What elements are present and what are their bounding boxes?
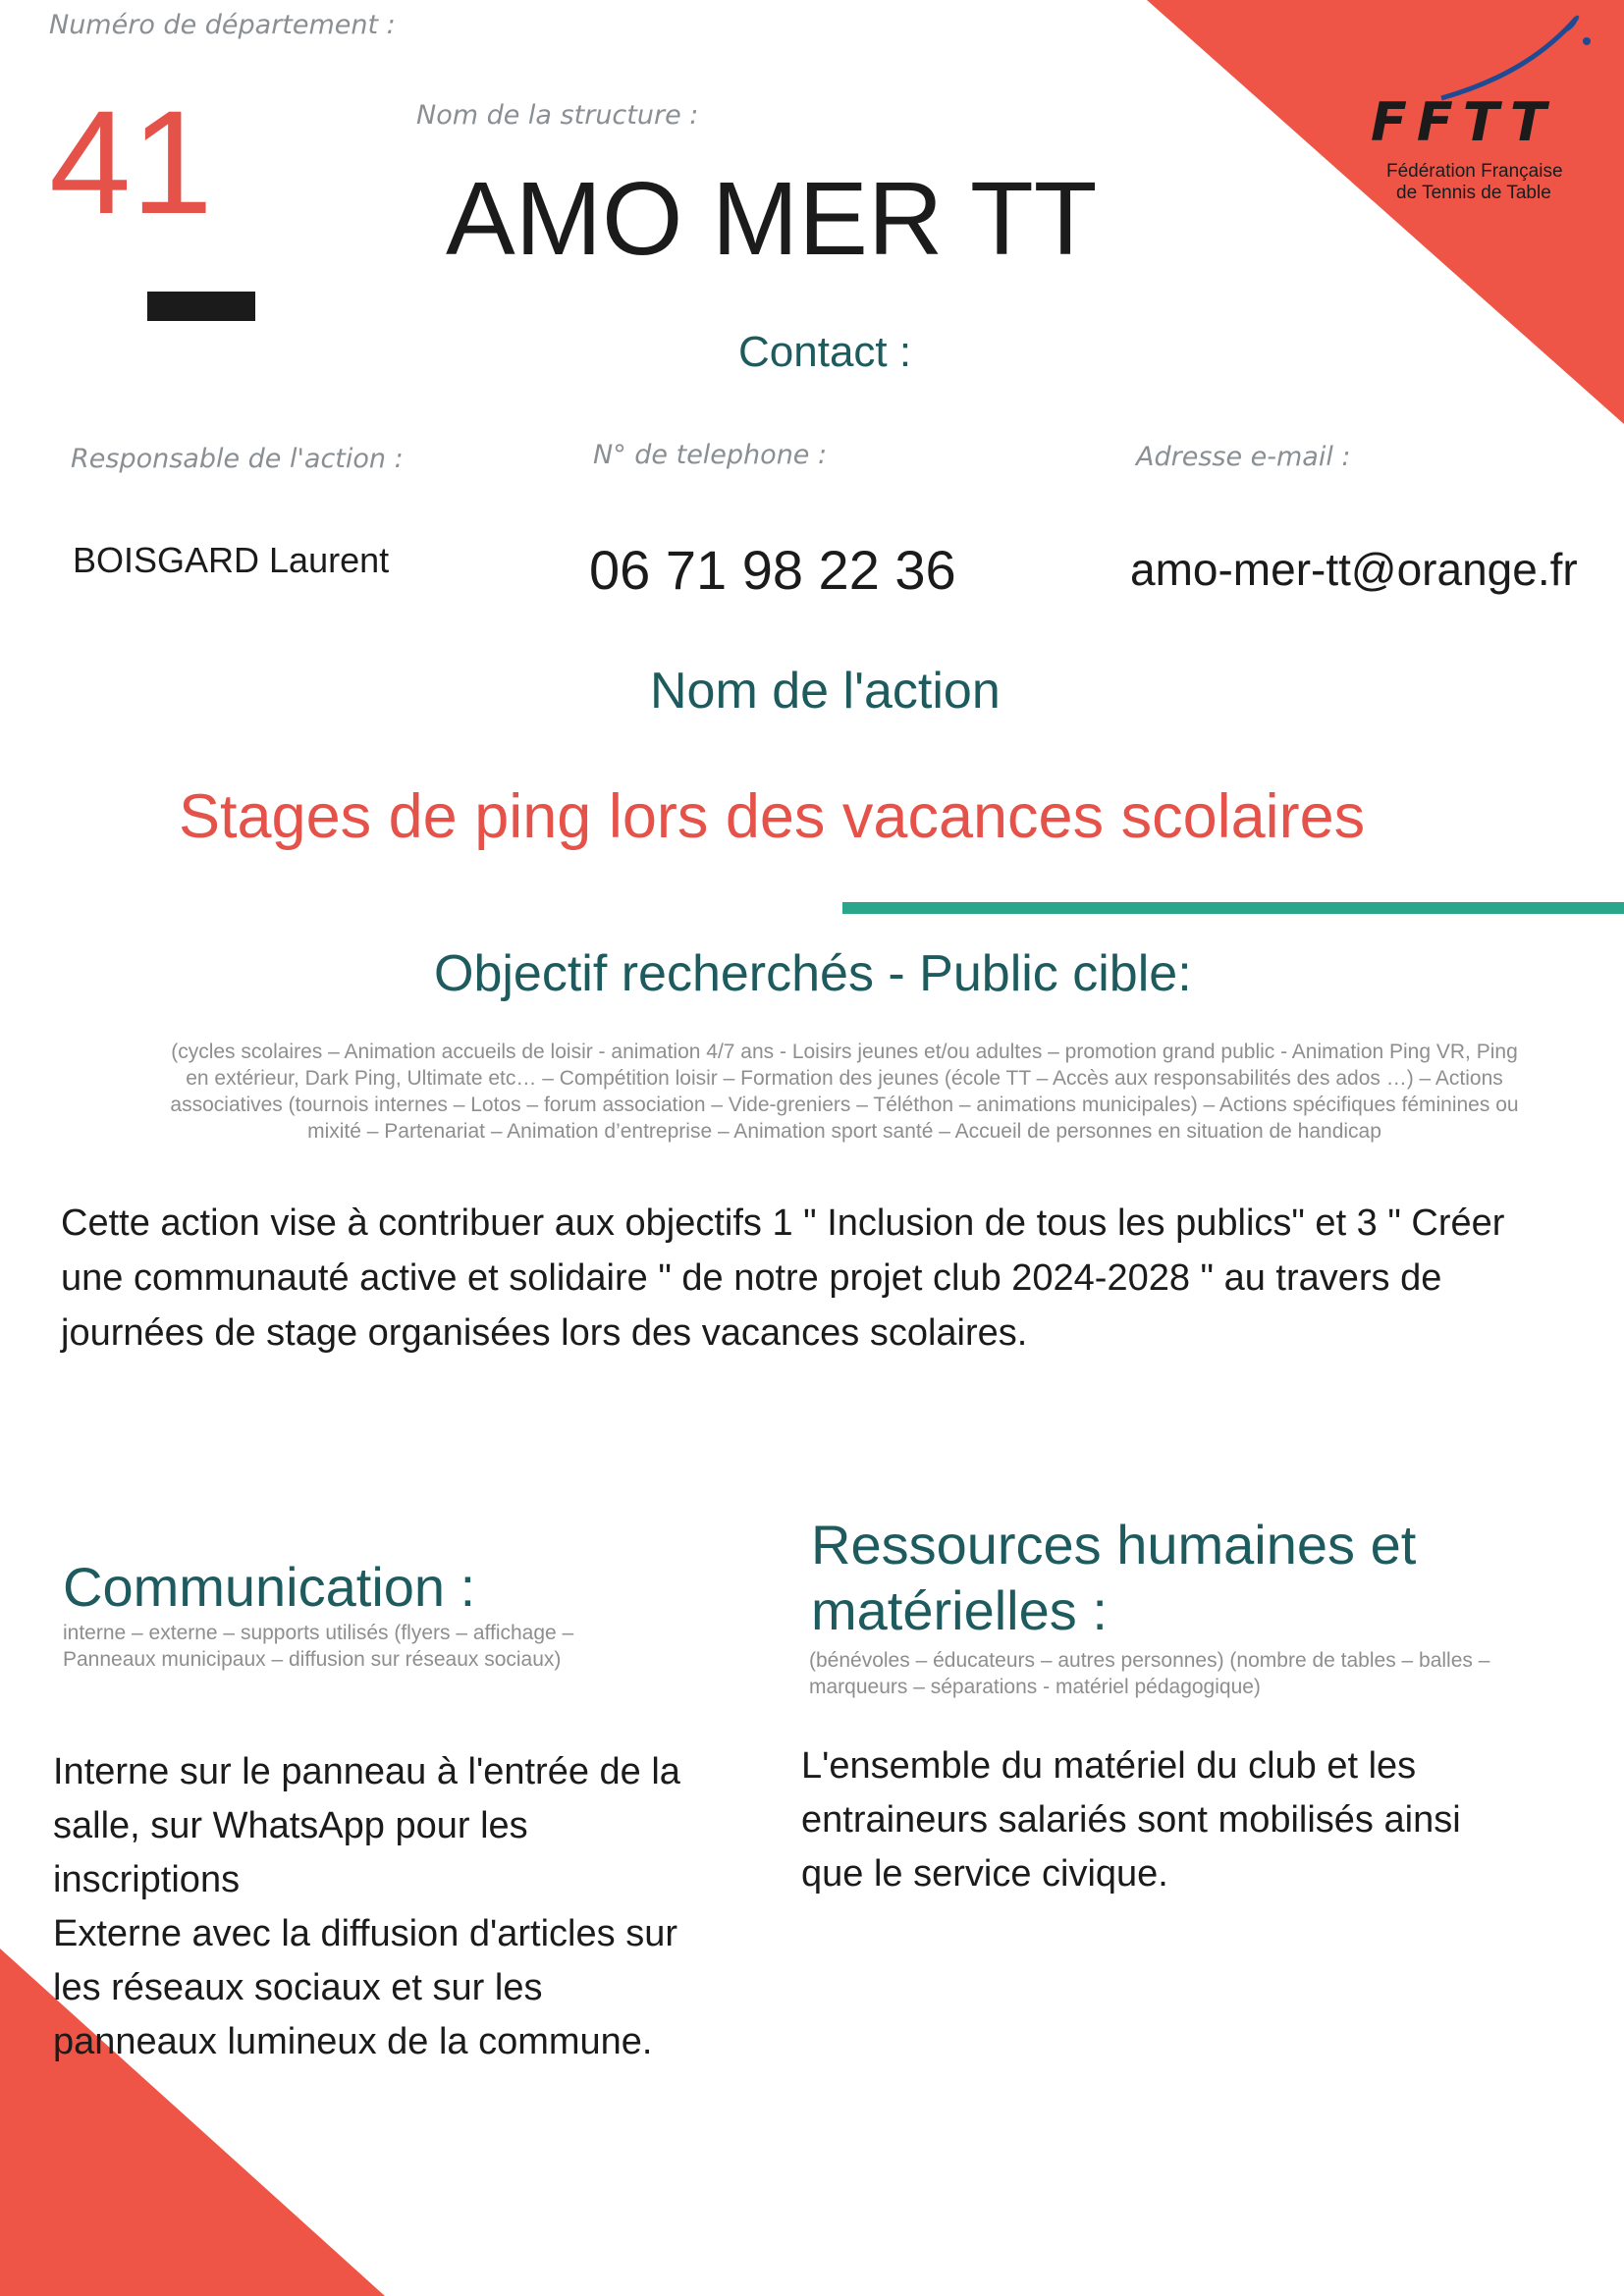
communication-hint: interne – externe – supports utilisés (flyers – affichage – Panneaux municipaux – diffusion sur réseaux sociaux) [63,1622,574,1671]
objective-heading: Objectif recherchés - Public cible: [434,945,1192,1002]
email-label: Adresse e-mail : [1136,442,1351,472]
department-label: Numéro de département : [49,10,396,40]
objective-text: Cette action vise à contribuer aux objectifs 1 " Inclusion de tous les publics" et 3 " Créer une communauté active et solidaire " de notre projet club 2024-2028 " au travers de journées de stage organisées lors des vacances scolaires. [61,1202,1505,1354]
responsible-name: BOISGARD Laurent [73,540,390,580]
resources-heading: Ressources humaines et matérielles : [811,1514,1417,1641]
contact-heading: Contact : [738,328,912,376]
section-divider [842,902,1624,914]
structure-name: AMO MER TT [446,161,1098,277]
communication-heading: Communication : [63,1556,476,1618]
resources-text: L'ensemble du matériel du club et les entraineurs salariés sont mobilisés ainsi que le service civique. [801,1745,1461,1895]
department-number: 41 [49,80,213,244]
fftt-wordmark: FFTT [1371,91,1556,153]
structure-label: Nom de la structure : [416,100,699,131]
communication-text-line2: Externe avec la diffusion d'articles sur les réseaux sociaux et sur les panneaux lumineux de la commune. [53,1913,677,2062]
email-address: amo-mer-tt@orange.fr [1130,544,1578,595]
fftt-line2: de Tennis de Table [1396,183,1551,203]
objective-hint: (cycles scolaires – Animation accueils de loisir - animation 4/7 ans - Loisirs jeunes et/ou adultes – promotion grand public - Animation Ping VR, Ping en extérieur, Dark Ping, Ultimate etc… – Compétition loisir – Formation des jeunes (école TT – Accès aux responsabilités des ados …) – Actions associatives (tournois internes – Lotos – forum association – Vide-greniers – Téléthon – animations municipales) – Actions spécifiques féminines ou mixité – Partenariat – Animation d’entreprise – Animation sport santé – Accueil de personnes en situation de handicap [170,1041,1519,1143]
fftt-line1: Fédération Française [1386,161,1563,182]
action-heading: Nom de l'action [650,663,1001,720]
fftt-logo [1363,10,1608,206]
resources-hint: (bénévoles – éducateurs – autres personnes) (nombre de tables – balles – marqueurs – séparations - matériel pédagogique) [809,1649,1490,1698]
communication-text-line1: Interne sur le panneau à l'entrée de la salle, sur WhatsApp pour les inscriptions [53,1751,680,1900]
responsible-label: Responsable de l'action : [71,444,404,474]
action-title: Stages de ping lors des vacances scolaires [179,782,1366,851]
phone-number: 06 71 98 22 36 [589,539,956,601]
department-underline [147,292,255,321]
phone-label: N° de telephone : [593,440,828,470]
communication-text [53,1745,691,2069]
